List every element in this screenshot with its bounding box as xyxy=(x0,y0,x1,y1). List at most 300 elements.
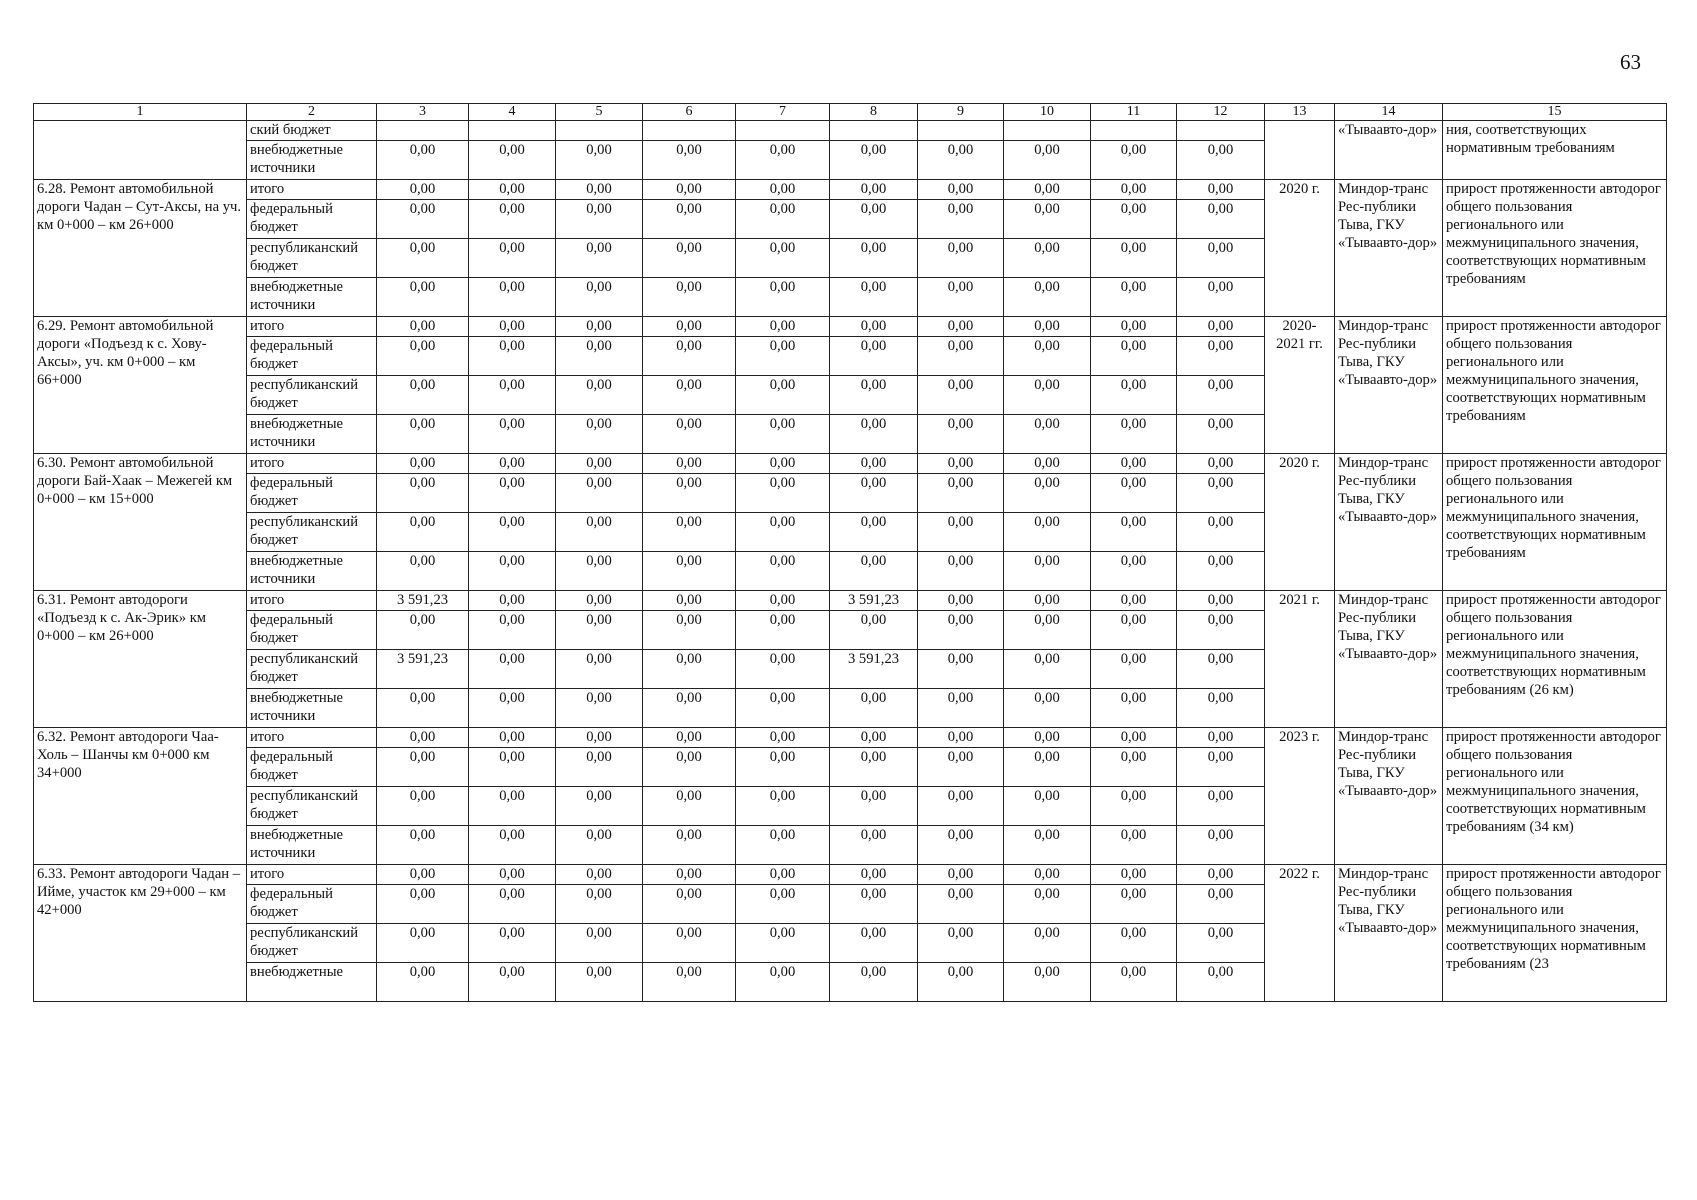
value-cell: 0,00 xyxy=(1177,611,1265,650)
value-cell: 0,00 xyxy=(469,317,556,337)
value-cell: 0,00 xyxy=(556,552,643,591)
value-cell: 0,00 xyxy=(1177,376,1265,415)
executor-cell: «Тываавто-дор» xyxy=(1335,121,1443,180)
value-cell: 0,00 xyxy=(918,748,1004,787)
value-cell xyxy=(830,121,918,141)
value-cell: 0,00 xyxy=(736,474,830,513)
value-cell: 0,00 xyxy=(1004,885,1091,924)
value-cell: 0,00 xyxy=(556,200,643,239)
value-cell: 0,00 xyxy=(1004,278,1091,317)
value-cell: 0,00 xyxy=(830,239,918,278)
value-cell: 0,00 xyxy=(830,376,918,415)
value-cell: 0,00 xyxy=(736,317,830,337)
value-cell: 0,00 xyxy=(736,454,830,474)
value-cell: 0,00 xyxy=(556,924,643,963)
value-cell: 0,00 xyxy=(1004,415,1091,454)
value-cell: 0,00 xyxy=(918,611,1004,650)
value-cell: 0,00 xyxy=(469,513,556,552)
page-margin xyxy=(0,1090,1697,1200)
value-cell: 0,00 xyxy=(830,787,918,826)
year-cell: 2020 г. xyxy=(1265,454,1335,591)
value-cell: 0,00 xyxy=(556,513,643,552)
value-cell: 0,00 xyxy=(1177,924,1265,963)
result-cell: прирост протяженности автодорог общего пользования регионального или межмуниципального значения, соответствующих нормативным требованиям (23 xyxy=(1443,865,1667,1002)
value-cell: 0,00 xyxy=(1177,552,1265,591)
funding-source-cell: итого xyxy=(247,317,377,337)
funding-source-cell: итого xyxy=(247,728,377,748)
column-number-6: 6 xyxy=(643,104,736,121)
value-cell: 0,00 xyxy=(556,415,643,454)
value-cell: 0,00 xyxy=(556,826,643,865)
value-cell: 0,00 xyxy=(643,415,736,454)
value-cell: 0,00 xyxy=(556,728,643,748)
value-cell: 0,00 xyxy=(1004,337,1091,376)
value-cell: 0,00 xyxy=(1177,454,1265,474)
value-cell: 0,00 xyxy=(1091,180,1177,200)
page-number: 63 xyxy=(1620,50,1641,74)
value-cell xyxy=(918,121,1004,141)
value-cell: 0,00 xyxy=(377,141,469,180)
column-number-9: 9 xyxy=(918,104,1004,121)
value-cell: 0,00 xyxy=(377,474,469,513)
value-cell: 0,00 xyxy=(736,826,830,865)
value-cell: 0,00 xyxy=(643,611,736,650)
value-cell: 0,00 xyxy=(1091,611,1177,650)
funding-source-cell: федеральный бюджет xyxy=(247,200,377,239)
value-cell: 0,00 xyxy=(736,415,830,454)
value-cell: 0,00 xyxy=(469,239,556,278)
value-cell: 0,00 xyxy=(1177,474,1265,513)
value-cell: 0,00 xyxy=(736,787,830,826)
result-cell: прирост протяженности автодорог общего пользования регионального или межмуниципального значения, соответствующих нормативным требованиям (26 км) xyxy=(1443,591,1667,728)
value-cell: 0,00 xyxy=(556,474,643,513)
value-cell xyxy=(1004,121,1091,141)
value-cell: 0,00 xyxy=(556,885,643,924)
value-cell: 0,00 xyxy=(736,141,830,180)
value-cell: 0,00 xyxy=(918,200,1004,239)
value-cell: 0,00 xyxy=(469,180,556,200)
value-cell: 0,00 xyxy=(377,376,469,415)
result-cell: прирост протяженности автодорог общего пользования регионального или межмуниципального значения, соответствующих нормативным требованиям xyxy=(1443,317,1667,454)
result-cell: прирост протяженности автодорог общего пользования регионального или межмуниципального значения, соответствующих нормативным требованиям (34 км) xyxy=(1443,728,1667,865)
value-cell: 0,00 xyxy=(643,650,736,689)
value-cell xyxy=(1091,121,1177,141)
value-cell: 0,00 xyxy=(736,513,830,552)
executor-cell: Миндор-транс Рес-публики Тыва, ГКУ «Тываавто-дор» xyxy=(1335,728,1443,865)
value-cell: 0,00 xyxy=(736,552,830,591)
value-cell: 0,00 xyxy=(1091,591,1177,611)
funding-source-cell: внебюджетные источники xyxy=(247,278,377,317)
funding-source-cell: итого xyxy=(247,865,377,885)
value-cell: 0,00 xyxy=(736,748,830,787)
year-cell: 2023 г. xyxy=(1265,728,1335,865)
value-cell: 0,00 xyxy=(830,180,918,200)
value-cell: 0,00 xyxy=(556,865,643,885)
value-cell: 0,00 xyxy=(469,337,556,376)
value-cell: 0,00 xyxy=(377,611,469,650)
table-row xyxy=(34,121,1667,141)
value-cell: 0,00 xyxy=(377,552,469,591)
value-cell: 0,00 xyxy=(643,200,736,239)
value-cell: 3 591,23 xyxy=(830,591,918,611)
funding-source-cell: республиканский бюджет xyxy=(247,787,377,826)
value-cell: 0,00 xyxy=(377,787,469,826)
value-cell: 0,00 xyxy=(918,826,1004,865)
value-cell: 0,00 xyxy=(643,728,736,748)
value-cell: 0,00 xyxy=(1004,376,1091,415)
value-cell: 0,00 xyxy=(1004,513,1091,552)
value-cell: 0,00 xyxy=(377,963,469,1002)
value-cell: 0,00 xyxy=(556,278,643,317)
column-number-1: 1 xyxy=(34,104,247,121)
funding-source-cell: республиканский бюджет xyxy=(247,513,377,552)
funding-source-cell: внебюджетные источники xyxy=(247,415,377,454)
value-cell: 0,00 xyxy=(377,200,469,239)
value-cell: 0,00 xyxy=(1091,650,1177,689)
value-cell: 0,00 xyxy=(830,278,918,317)
value-cell: 3 591,23 xyxy=(377,591,469,611)
value-cell: 0,00 xyxy=(830,513,918,552)
value-cell: 0,00 xyxy=(736,591,830,611)
value-cell: 0,00 xyxy=(377,454,469,474)
value-cell: 0,00 xyxy=(830,826,918,865)
value-cell: 0,00 xyxy=(643,787,736,826)
value-cell: 0,00 xyxy=(830,865,918,885)
column-number-10: 10 xyxy=(1004,104,1091,121)
result-cell: ния, соответствующих нормативным требованиям xyxy=(1443,121,1667,180)
value-cell: 0,00 xyxy=(736,650,830,689)
value-cell: 0,00 xyxy=(918,141,1004,180)
value-cell: 0,00 xyxy=(830,552,918,591)
column-number-8: 8 xyxy=(830,104,918,121)
value-cell: 0,00 xyxy=(918,787,1004,826)
value-cell: 0,00 xyxy=(1091,885,1177,924)
activity-name-cell: 6.28. Ремонт автомобильной дороги Чадан – Сут-Аксы, на уч. км 0+000 – км 26+000 xyxy=(34,180,247,317)
funding-source-cell: федеральный бюджет xyxy=(247,885,377,924)
value-cell: 0,00 xyxy=(643,454,736,474)
funding-source-cell: федеральный бюджет xyxy=(247,337,377,376)
value-cell: 0,00 xyxy=(1177,826,1265,865)
value-cell xyxy=(556,121,643,141)
column-number-2: 2 xyxy=(247,104,377,121)
value-cell xyxy=(736,121,830,141)
value-cell: 0,00 xyxy=(1091,748,1177,787)
column-number-3: 3 xyxy=(377,104,469,121)
value-cell: 0,00 xyxy=(469,552,556,591)
value-cell: 0,00 xyxy=(1177,278,1265,317)
value-cell: 0,00 xyxy=(469,200,556,239)
value-cell: 0,00 xyxy=(1004,865,1091,885)
funding-source-cell: федеральный бюджет xyxy=(247,748,377,787)
value-cell: 0,00 xyxy=(736,376,830,415)
value-cell: 0,00 xyxy=(1091,200,1177,239)
budget-table xyxy=(33,103,1667,1002)
value-cell: 0,00 xyxy=(1177,141,1265,180)
value-cell: 0,00 xyxy=(556,963,643,1002)
value-cell: 0,00 xyxy=(1004,748,1091,787)
value-cell: 0,00 xyxy=(1091,826,1177,865)
value-cell: 0,00 xyxy=(1091,924,1177,963)
value-cell: 0,00 xyxy=(918,552,1004,591)
value-cell: 0,00 xyxy=(830,924,918,963)
value-cell: 0,00 xyxy=(469,611,556,650)
column-number-13: 13 xyxy=(1265,104,1335,121)
year-cell: 2022 г. xyxy=(1265,865,1335,1002)
value-cell: 0,00 xyxy=(469,278,556,317)
funding-source-cell: итого xyxy=(247,591,377,611)
value-cell: 0,00 xyxy=(736,924,830,963)
funding-source-cell: республиканский бюджет xyxy=(247,650,377,689)
value-cell: 0,00 xyxy=(1177,787,1265,826)
value-cell: 0,00 xyxy=(736,885,830,924)
table-row xyxy=(34,454,1667,474)
value-cell: 0,00 xyxy=(469,963,556,1002)
value-cell: 0,00 xyxy=(643,513,736,552)
value-cell: 0,00 xyxy=(1004,650,1091,689)
value-cell: 0,00 xyxy=(1004,826,1091,865)
value-cell: 0,00 xyxy=(1091,865,1177,885)
funding-source-cell: республиканский бюджет xyxy=(247,376,377,415)
executor-cell: Миндор-транс Рес-публики Тыва, ГКУ «Тываавто-дор» xyxy=(1335,180,1443,317)
value-cell: 0,00 xyxy=(377,865,469,885)
funding-source-cell: итого xyxy=(247,454,377,474)
value-cell: 0,00 xyxy=(556,141,643,180)
carry-year-cell xyxy=(1265,121,1335,180)
value-cell: 0,00 xyxy=(736,611,830,650)
value-cell: 0,00 xyxy=(469,689,556,728)
value-cell: 0,00 xyxy=(830,728,918,748)
value-cell: 0,00 xyxy=(469,885,556,924)
value-cell: 0,00 xyxy=(830,337,918,376)
funding-source-cell: внебюджетные источники xyxy=(247,826,377,865)
value-cell: 0,00 xyxy=(1091,278,1177,317)
value-cell: 0,00 xyxy=(1004,787,1091,826)
value-cell: 0,00 xyxy=(469,826,556,865)
value-cell: 0,00 xyxy=(377,689,469,728)
value-cell: 0,00 xyxy=(469,415,556,454)
executor-cell: Миндор-транс Рес-публики Тыва, ГКУ «Тываавто-дор» xyxy=(1335,317,1443,454)
value-cell: 0,00 xyxy=(556,317,643,337)
value-cell: 0,00 xyxy=(377,748,469,787)
value-cell: 0,00 xyxy=(377,728,469,748)
value-cell: 0,00 xyxy=(1177,317,1265,337)
value-cell: 0,00 xyxy=(556,180,643,200)
carry-name-cell xyxy=(34,121,247,180)
value-cell: 0,00 xyxy=(918,963,1004,1002)
value-cell: 0,00 xyxy=(1004,141,1091,180)
value-cell: 0,00 xyxy=(377,826,469,865)
value-cell: 0,00 xyxy=(469,748,556,787)
executor-cell: Миндор-транс Рес-публики Тыва, ГКУ «Тываавто-дор» xyxy=(1335,865,1443,1002)
funding-source-cell: внебюджетные источники xyxy=(247,552,377,591)
value-cell: 0,00 xyxy=(1177,415,1265,454)
value-cell: 0,00 xyxy=(736,337,830,376)
activity-name-cell: 6.31. Ремонт автодороги «Подъезд к с. Ак-Эрик» км 0+000 – км 26+000 xyxy=(34,591,247,728)
column-number-4: 4 xyxy=(469,104,556,121)
funding-source-cell: внебюджетные источники xyxy=(247,689,377,728)
value-cell: 0,00 xyxy=(556,239,643,278)
value-cell: 0,00 xyxy=(377,415,469,454)
value-cell: 0,00 xyxy=(469,924,556,963)
value-cell: 0,00 xyxy=(830,415,918,454)
value-cell: 0,00 xyxy=(556,650,643,689)
value-cell: 0,00 xyxy=(736,963,830,1002)
value-cell: 0,00 xyxy=(918,454,1004,474)
value-cell: 0,00 xyxy=(736,200,830,239)
value-cell: 0,00 xyxy=(830,748,918,787)
value-cell: 0,00 xyxy=(1091,787,1177,826)
table-row xyxy=(34,728,1667,748)
value-cell: 0,00 xyxy=(918,689,1004,728)
value-cell: 0,00 xyxy=(1004,474,1091,513)
funding-source-cell: федеральный бюджет xyxy=(247,611,377,650)
value-cell: 0,00 xyxy=(918,885,1004,924)
value-cell: 0,00 xyxy=(830,963,918,1002)
value-cell: 0,00 xyxy=(469,650,556,689)
funding-source-cell: ский бюджет xyxy=(247,121,377,141)
value-cell: 0,00 xyxy=(1091,415,1177,454)
value-cell: 0,00 xyxy=(736,865,830,885)
value-cell: 0,00 xyxy=(556,748,643,787)
value-cell: 0,00 xyxy=(1177,865,1265,885)
value-cell: 0,00 xyxy=(918,474,1004,513)
table-row xyxy=(34,317,1667,337)
value-cell: 0,00 xyxy=(1004,963,1091,1002)
table-row xyxy=(34,180,1667,200)
value-cell: 0,00 xyxy=(1177,200,1265,239)
value-cell: 0,00 xyxy=(469,474,556,513)
value-cell: 0,00 xyxy=(556,376,643,415)
column-number-14: 14 xyxy=(1335,104,1443,121)
funding-source-cell: федеральный бюджет xyxy=(247,474,377,513)
value-cell: 0,00 xyxy=(643,141,736,180)
value-cell: 0,00 xyxy=(643,591,736,611)
value-cell: 0,00 xyxy=(918,591,1004,611)
funding-source-cell: республиканский бюджет xyxy=(247,239,377,278)
value-cell: 0,00 xyxy=(1177,963,1265,1002)
value-cell: 0,00 xyxy=(830,689,918,728)
value-cell: 0,00 xyxy=(556,787,643,826)
value-cell: 3 591,23 xyxy=(377,650,469,689)
value-cell: 0,00 xyxy=(1004,454,1091,474)
value-cell: 0,00 xyxy=(1091,552,1177,591)
value-cell: 0,00 xyxy=(643,180,736,200)
year-cell: 2020 г. xyxy=(1265,180,1335,317)
value-cell: 0,00 xyxy=(918,865,1004,885)
value-cell: 0,00 xyxy=(469,591,556,611)
value-cell: 0,00 xyxy=(1177,728,1265,748)
value-cell: 3 591,23 xyxy=(830,650,918,689)
value-cell: 0,00 xyxy=(830,317,918,337)
value-cell: 0,00 xyxy=(1004,611,1091,650)
value-cell: 0,00 xyxy=(643,552,736,591)
value-cell: 0,00 xyxy=(1091,513,1177,552)
value-cell: 0,00 xyxy=(469,787,556,826)
value-cell: 0,00 xyxy=(918,337,1004,376)
funding-source-cell: республиканский бюджет xyxy=(247,924,377,963)
table-row xyxy=(34,591,1667,611)
value-cell: 0,00 xyxy=(556,591,643,611)
value-cell: 0,00 xyxy=(830,200,918,239)
value-cell: 0,00 xyxy=(643,689,736,728)
value-cell xyxy=(1177,121,1265,141)
value-cell: 0,00 xyxy=(830,141,918,180)
value-cell: 0,00 xyxy=(1091,474,1177,513)
activity-name-cell: 6.33. Ремонт автодороги Чадан – Ийме, участок км 29+000 – км 42+000 xyxy=(34,865,247,1002)
value-cell: 0,00 xyxy=(918,650,1004,689)
value-cell: 0,00 xyxy=(643,474,736,513)
funding-source-cell: внебюджетные источники xyxy=(247,141,377,180)
value-cell: 0,00 xyxy=(918,239,1004,278)
value-cell: 0,00 xyxy=(1177,513,1265,552)
value-cell: 0,00 xyxy=(736,689,830,728)
activity-name-cell: 6.32. Ремонт автодороги Чаа-Холь – Шанчы км 0+000 км 34+000 xyxy=(34,728,247,865)
value-cell: 0,00 xyxy=(643,278,736,317)
value-cell: 0,00 xyxy=(1177,180,1265,200)
value-cell: 0,00 xyxy=(377,924,469,963)
value-cell: 0,00 xyxy=(1004,239,1091,278)
value-cell: 0,00 xyxy=(1004,317,1091,337)
value-cell: 0,00 xyxy=(643,317,736,337)
value-cell: 0,00 xyxy=(1091,454,1177,474)
value-cell: 0,00 xyxy=(918,513,1004,552)
value-cell: 0,00 xyxy=(830,454,918,474)
funding-source-cell: внебюджетные xyxy=(247,963,377,1002)
value-cell: 0,00 xyxy=(377,239,469,278)
value-cell: 0,00 xyxy=(1177,591,1265,611)
value-cell: 0,00 xyxy=(1004,591,1091,611)
value-cell: 0,00 xyxy=(1091,317,1177,337)
value-cell: 0,00 xyxy=(736,180,830,200)
value-cell: 0,00 xyxy=(1091,728,1177,748)
executor-cell: Миндор-транс Рес-публики Тыва, ГКУ «Тываавто-дор» xyxy=(1335,591,1443,728)
activity-name-cell: 6.30. Ремонт автомобильной дороги Бай-Хаак – Межегей км 0+000 – км 15+000 xyxy=(34,454,247,591)
value-cell: 0,00 xyxy=(1091,963,1177,1002)
year-cell: 2020-2021 гг. xyxy=(1265,317,1335,454)
value-cell: 0,00 xyxy=(643,239,736,278)
value-cell xyxy=(377,121,469,141)
value-cell: 0,00 xyxy=(1091,141,1177,180)
activity-name-cell: 6.29. Ремонт автомобильной дороги «Подъезд к с. Хову-Аксы», уч. км 0+000 – км 66+000 xyxy=(34,317,247,454)
value-cell: 0,00 xyxy=(1004,200,1091,239)
value-cell: 0,00 xyxy=(830,885,918,924)
value-cell: 0,00 xyxy=(918,376,1004,415)
value-cell: 0,00 xyxy=(1177,650,1265,689)
value-cell: 0,00 xyxy=(918,317,1004,337)
value-cell: 0,00 xyxy=(1004,924,1091,963)
value-cell: 0,00 xyxy=(469,728,556,748)
value-cell: 0,00 xyxy=(377,317,469,337)
value-cell: 0,00 xyxy=(643,826,736,865)
value-cell: 0,00 xyxy=(377,885,469,924)
value-cell: 0,00 xyxy=(1091,239,1177,278)
value-cell: 0,00 xyxy=(1091,337,1177,376)
column-number-15: 15 xyxy=(1443,104,1667,121)
value-cell: 0,00 xyxy=(918,278,1004,317)
value-cell: 0,00 xyxy=(918,728,1004,748)
value-cell xyxy=(469,121,556,141)
value-cell: 0,00 xyxy=(1004,689,1091,728)
funding-source-cell: итого xyxy=(247,180,377,200)
value-cell: 0,00 xyxy=(469,454,556,474)
executor-cell: Миндор-транс Рес-публики Тыва, ГКУ «Тываавто-дор» xyxy=(1335,454,1443,591)
value-cell: 0,00 xyxy=(1091,689,1177,728)
value-cell: 0,00 xyxy=(643,924,736,963)
value-cell: 0,00 xyxy=(1177,689,1265,728)
value-cell: 0,00 xyxy=(643,748,736,787)
value-cell: 0,00 xyxy=(918,415,1004,454)
value-cell: 0,00 xyxy=(918,924,1004,963)
